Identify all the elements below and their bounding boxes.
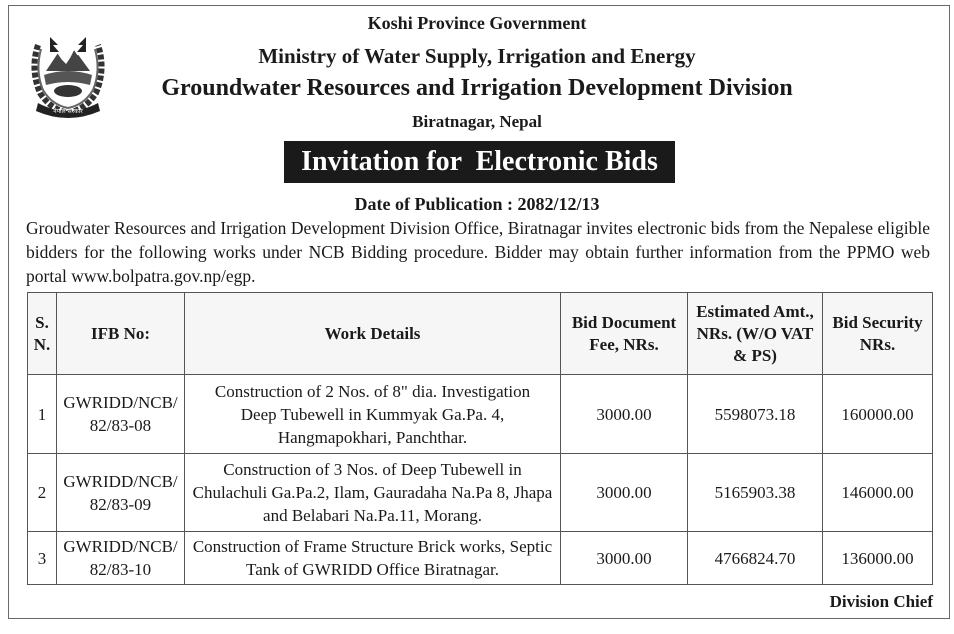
cell-security: 146000.00	[823, 454, 933, 532]
cell-work: Construction of Frame Structure Brick works, Septic Tank of GWRIDD Office Biratnagar.	[185, 532, 561, 585]
government-heading: Koshi Province Government	[367, 13, 587, 33]
cell-security: 160000.00	[823, 375, 933, 454]
table-row	[28, 532, 933, 585]
header-fee: Bid Document Fee, NRs.	[561, 293, 688, 375]
header-sn: S. N.	[28, 293, 57, 375]
cell-ifb: GWRIDD/NCB/ 82/83-08	[57, 375, 185, 454]
table-row	[28, 454, 933, 532]
header-work: Work Details	[185, 293, 561, 375]
header-security: Bid Security NRs.	[823, 293, 933, 375]
nepal-government-emblem-icon	[28, 27, 108, 119]
cell-estimate: 5598073.18	[688, 375, 823, 454]
signatory: Division Chief	[829, 592, 933, 611]
intro-paragraph: Groudwater Resources and Irrigation Development Division Office, Biratnagar invites electronic bids from the Nepalese eligible bidders for the following works under NCB Bidding procedure. Bidder may obtain further information from the PPMO web portal www.bolpatra.gov.np/egp.	[26, 218, 930, 286]
location-heading: Biratnagar, Nepal	[412, 112, 542, 131]
header-estimate: Estimated Amt., NRs. (W/O VAT & PS)	[688, 293, 823, 375]
notice-title: Invitation for Electronic Bids	[284, 141, 675, 183]
header-ifb: IFB No:	[57, 293, 185, 375]
table-header-row	[28, 293, 933, 375]
publication-date: Date of Publication : 2082/12/13	[354, 194, 600, 214]
cell-fee: 3000.00	[561, 532, 688, 585]
cell-sn: 1	[28, 375, 57, 454]
cell-ifb: GWRIDD/NCB/ 82/83-09	[57, 454, 185, 532]
cell-work: Construction of 3 Nos. of Deep Tubewell in Chulachuli Ga.Pa.2, Ilam, Gauradaha Na.Pa 8, Jhapa and Belabari Na.Pa.11, Morang.	[185, 454, 561, 532]
cell-fee: 3000.00	[561, 375, 688, 454]
cell-sn: 3	[28, 532, 57, 585]
cell-security: 136000.00	[823, 532, 933, 585]
cell-estimate: 5165903.38	[688, 454, 823, 532]
cell-fee: 3000.00	[561, 454, 688, 532]
cell-work: Construction of 2 Nos. of 8" dia. Investigation Deep Tubewell in Kummyak Ga.Pa. 4, Hangmapokhari, Panchthar.	[185, 375, 561, 454]
bids-table	[27, 292, 933, 585]
division-heading: Groundwater Resources and Irrigation Development Division	[161, 75, 793, 101]
table-row	[28, 375, 933, 454]
cell-sn: 2	[28, 454, 57, 532]
ministry-heading: Ministry of Water Supply, Irrigation and Energy	[258, 44, 696, 68]
cell-estimate: 4766824.70	[688, 532, 823, 585]
emblem-caption: नेपाल सरकार	[53, 108, 83, 115]
cell-ifb: GWRIDD/NCB/ 82/83-10	[57, 532, 185, 585]
